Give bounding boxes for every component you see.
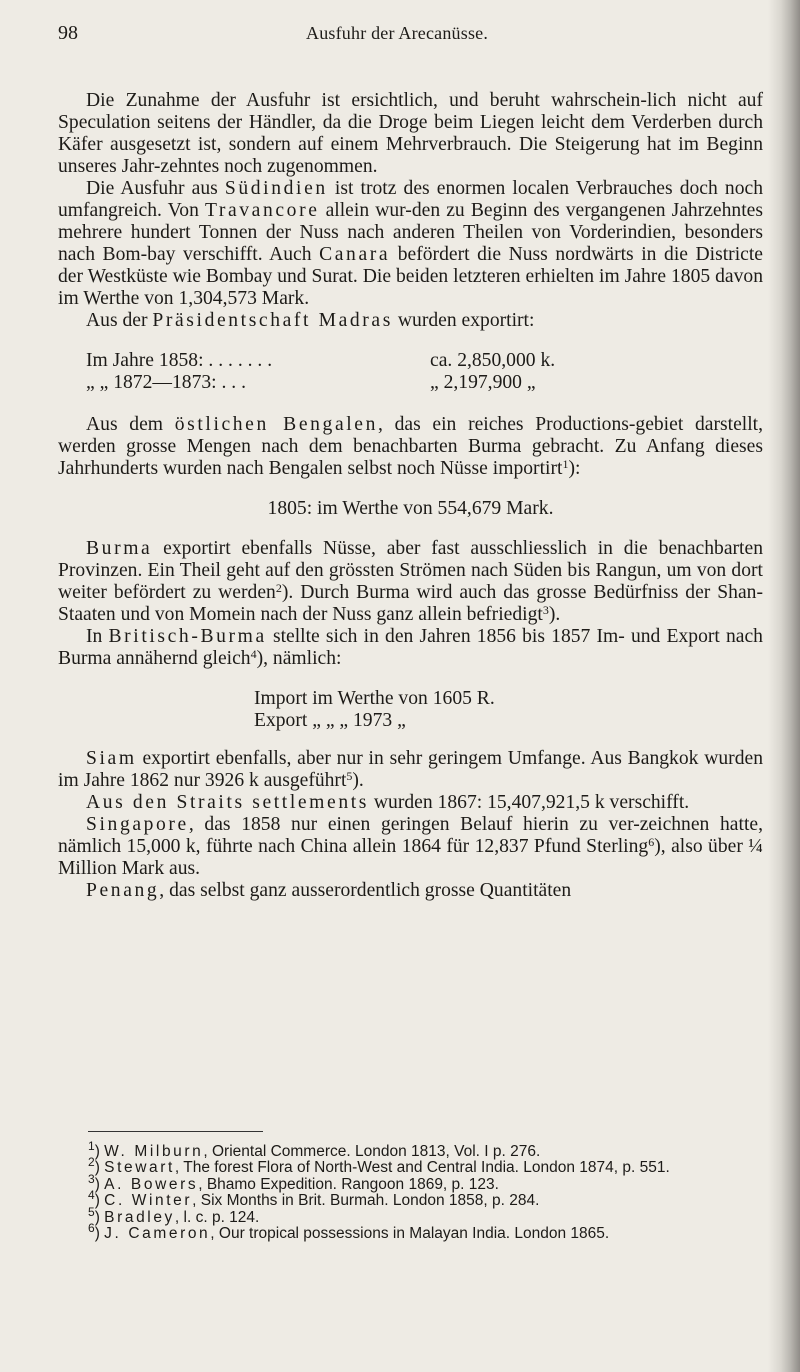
footnote-6: $^6$) J. Cameron, Our tropical possessions in Malayan India. London 1865. xyxy=(88,1221,610,1243)
footnote-ref: 1 xyxy=(562,457,569,471)
emphasis-penang: Penang xyxy=(86,880,160,901)
burma-trade-table xyxy=(58,688,763,734)
paragraph-9: Singapore, das 1858 nur einen geringen Belauf hierin zu ver-zeichnen hatte, nämlich 15,000 k, führte nach China allein 1864 für 12,837 Pfund Sterling$^6$), also über ¼ Million Mark aus. xyxy=(58,814,763,879)
running-title: Ausfuhr der Arecanüsse. xyxy=(306,23,489,43)
madras-row-label: Im Jahre 1858: . . . . . . . xyxy=(86,350,273,371)
footnote-2: $^2$) Stewart, The forest Flora of North-West and Central India. London 1874, p. 551. xyxy=(88,1155,670,1177)
emphasis-suedindien: Südindien xyxy=(224,178,328,199)
paragraph-5: Burma exportirt ebenfalls Nüsse, aber fast ausschliesslich in die benachbarten Provinzen. Ein Theil geht auf den grössten Strömen nach Süden bis Rangun, um von dort weiter befördert zu werden$^2$). Durch Burma wird auch das grosse Bedürfniss der Shan-Staaten und von Momein nach der Nuss ganz allein befriedigt$^3$). xyxy=(58,538,763,625)
emphasis-madras: Präsidentschaft Madras xyxy=(152,310,393,331)
madras-row-value: „ 2,197,900 „ xyxy=(430,372,536,393)
page-edge-shadow xyxy=(768,0,800,1372)
footnote-5: $^5$) Bradley, l. c. p. 124. xyxy=(88,1204,260,1226)
burma-row: Import im Werthe von 1605 R. xyxy=(254,688,495,709)
footnote-ref: 3 xyxy=(542,603,549,617)
burma-row: Export „ „ „ 1973 „ xyxy=(254,710,406,731)
paragraph-1: Die Zunahme der Ausfuhr ist ersichtlich, und beruht wahrschein-lich nicht auf Speculation seitens der Händler, da die Droge beim Liegen leicht dem Verderben durch Käfer ausgesetzt ist, sondern auf einem Mehrverbrauch. Die Steigerung hat im Beginn unseres Jahr-zehntes noch zugenommen. xyxy=(58,90,763,177)
paragraph-6: In Britisch-Burma stellte sich in den Jahren 1856 bis 1857 Im- und Export nach Burma annähernd gleich$^4$), nämlich: xyxy=(58,626,763,669)
footnote-4: $^4$) C. Winter, Six Months in Brit. Burmah. London 1858, p. 284. xyxy=(88,1188,540,1210)
madras-row-value: ca. 2,850,000 k. xyxy=(430,350,556,371)
paragraph-8: Aus den Straits settlements wurden 1867: 15,407,921,5 k verschifft. xyxy=(86,792,690,813)
bengal-value-line: 1805: im Werthe von 554,679 Mark. xyxy=(267,498,554,519)
paragraph-4: Aus dem östlichen Bengalen, das ein reiches Productions-gebiet darstellt, werden grosse Mengen nach dem benachbarten Burma gebracht. Zu Anfang dieses Jahrhunderts wurden nach Bengalen selbst noch Nüsse importirt$^1$): xyxy=(58,414,763,479)
footnote-ref: 2 xyxy=(275,581,282,595)
footnote-ref: 4 xyxy=(250,647,257,661)
page-header xyxy=(58,22,758,50)
emphasis-britisch-burma: Britisch-Burma xyxy=(108,626,267,647)
footnote-rule xyxy=(88,1131,263,1132)
paragraph-3: Aus der Präsidentschaft Madras wurden exportirt: xyxy=(86,310,535,331)
footnotes xyxy=(58,1139,763,1243)
emphasis-canara: Canara xyxy=(319,244,391,265)
emphasis-siam: Siam xyxy=(86,748,137,769)
footnote-ref: 5 xyxy=(346,769,353,783)
emphasis-burma: Burma xyxy=(86,538,153,559)
emphasis-oestlichen-bengalen: östlichen Bengalen xyxy=(174,414,378,435)
emphasis-travancore: Travancore xyxy=(204,200,320,221)
paragraph-2: Die Ausfuhr aus Südindien ist trotz des enormen localen Verbrauches doch noch umfangreich. Von Travancore allein wur-den zu Beginn des vergangenen Jahrzehntes mehrere hundert Tonnen der Nuss nach anderen Theilen von Vorderindien, besonders nach Bom-bay verschifft. Auch Canara befördert die Nuss nordwärts in die Districte der Westküste wie Bombay und Surat. Die beiden letzteren erhielten im Jahre 1805 davon im Werthe von 1,304,573 Mark. xyxy=(58,178,763,309)
paragraph-10: Penang, das selbst ganz ausserordentlich grosse Quantitäten xyxy=(86,880,572,901)
body-text xyxy=(58,90,763,902)
footnote-3: $^3$) A. Bowers, Bhamo Expedition. Rangoon 1869, p. 123. xyxy=(88,1171,499,1193)
madras-export-table xyxy=(58,350,763,398)
emphasis-singapore: Singapore xyxy=(86,814,189,835)
page-number: 98 xyxy=(58,22,78,44)
paragraph-7: Siam exportirt ebenfalls, aber nur in sehr geringem Umfange. Aus Bangkok wurden im Jahre 1862 nur 3926 k ausgeführt$^5$). xyxy=(58,748,763,791)
emphasis-straits: Aus den Straits settlements xyxy=(86,792,369,813)
footnote-1: $^1$) W. Milburn, Oriental Commerce. London 1813, Vol. I p. 276. xyxy=(88,1139,541,1160)
madras-row-label: „ „ 1872—1873: . . . xyxy=(86,372,246,393)
footnote-ref: 6 xyxy=(648,835,655,849)
